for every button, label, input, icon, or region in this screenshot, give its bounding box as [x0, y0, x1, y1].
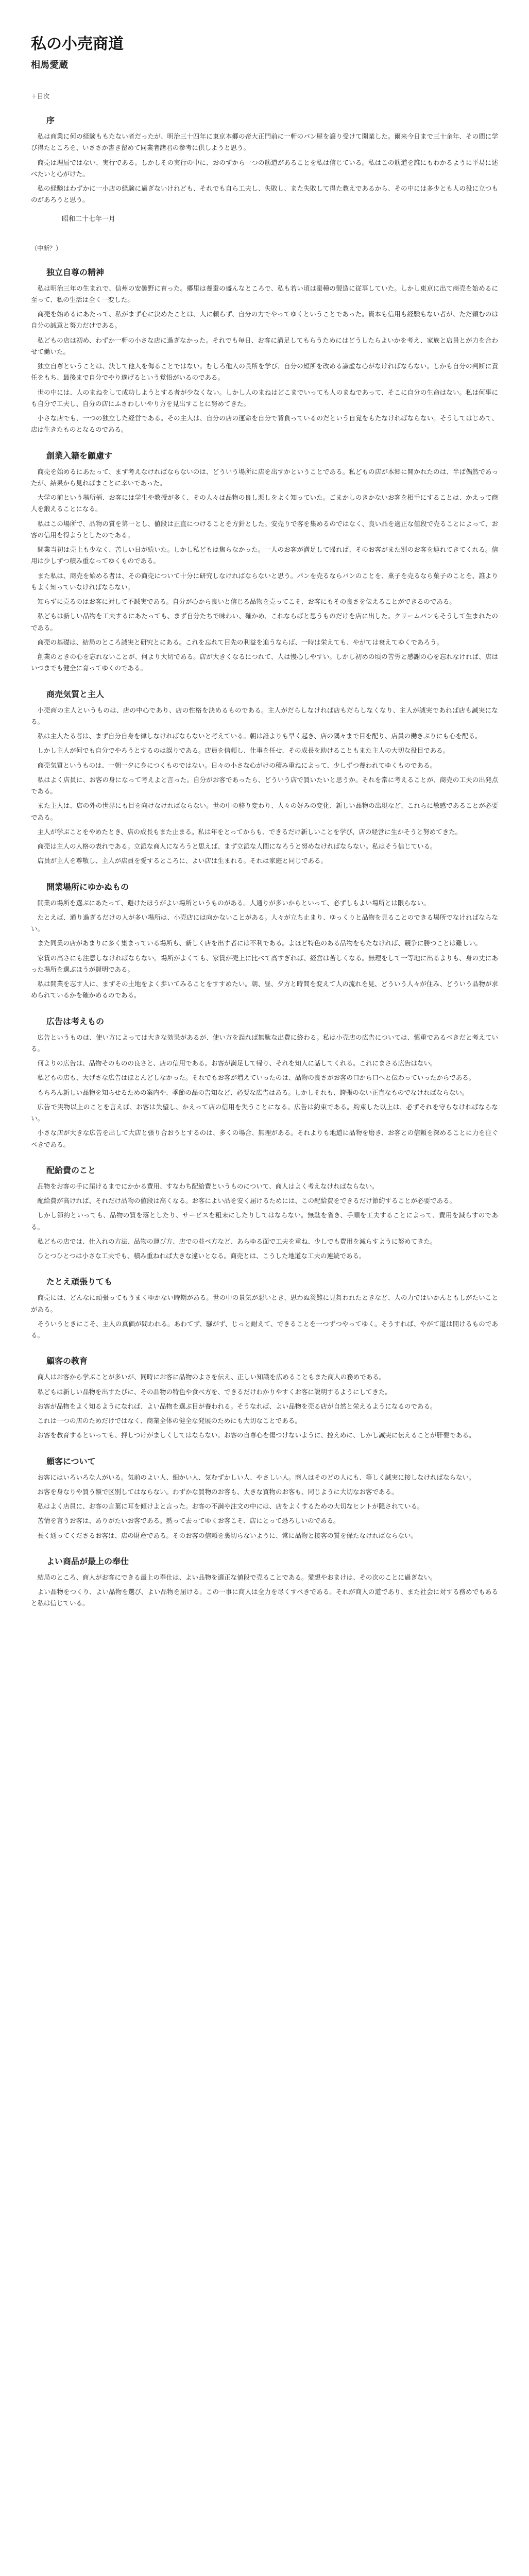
author-name: 相馬愛蔵 — [31, 60, 68, 71]
chapter-paragraph: お客を教育するといっても、押しつけがましくしてはならない。お客の自尊心を傷つけないように、控えめに、しかし誠実に伝えることが肝要である。 — [37, 1431, 475, 1439]
chapter-paragraph: 私は明治三年の生まれで、信州の安曇野に育った。郷里は養蚕の盛んなところで、私も若い頃は蚕種の製造に従事していた。しかし東京に出て商売を始めるに至って、私の生活は全く一変した。 — [31, 284, 498, 303]
chapter-paragraph: 私はこの場所で、品物の質を第一とし、値段は正直につけることを方針とした。安売りで客を集めるのではなく、良い品を適正な値段で売ることによって、お客の信用を得ようとしたのである。 — [31, 519, 498, 539]
preface-date: 昭和二十七年一月 — [62, 215, 116, 223]
chapter-paragraph: 私はよく店員に、お客の言葉に耳を傾けよと言った。お客の不満や注文の中には、店をよくするための大切なヒントが隠されている。 — [37, 1502, 424, 1510]
chapter-paragraph: 配給費が高ければ、それだけ品物の値段は高くなる。お客によい品を安く届けるためには、この配給費をできるだけ節約することが必要である。 — [37, 1197, 456, 1205]
chapter-paragraph: 商売には、どんなに頑張ってもうまくゆかない時期がある。世の中の景気が悪いとき、思わぬ災難に見舞われたときなど、人の力ではいかんともしがたいことがある。 — [31, 1294, 498, 1313]
chapter-heading: 配給費のこと — [46, 1165, 96, 1175]
chapter-heading: 創業入籍を顧慮す — [46, 450, 113, 461]
chapter-paragraph: しかし節約といっても、品物の質を落としたり、サービスを粗末にしたりしてはならない。無駄を省き、手順を工夫することによって、費用を減らすのである。 — [31, 1211, 498, 1231]
chapter-paragraph: これは一つの店のためだけではなく、商業全体の健全な発展のためにも大切なことである。 — [37, 1417, 301, 1425]
chapter-heading: よい商品が最上の奉仕 — [46, 1556, 129, 1566]
chapter-paragraph: ひとつひとつは小さな工夫でも、積み重ねれば大きな違いとなる。商売とは、こうした地道な工夫の連続である。 — [37, 1252, 366, 1260]
chapter-paragraph: また私は、商売を始める者は、その商売について十分に研究しなければならないと思う。パンを売るならパンのことを、菓子を売るなら菓子のことを、誰よりもよく知っていなければならない。 — [31, 571, 498, 591]
chapter-paragraph: 独立自尊ということは、決して他人を侮ることではない。むしろ他人の長所を学び、自分の短所を改める謙虚な心がなければならない。しかも自分の判断に責任をもち、最後まで自分でやり遂げるという覚悟がいるのである。 — [31, 362, 498, 382]
chapter-paragraph: お客にはいろいろな人がいる。気前のよい人、細かい人、気むずかしい人、やさしい人。商人はそのどの人にも、等しく誠実に接しなければならない。 — [37, 1473, 475, 1481]
chapter-paragraph: 商売を始めるにあたって、私がまず心に決めたことは、人に頼らず、自分の力でやってゆくということであった。資本も信用も経験もない者が、ただ頼むのは自分の誠意と努力だけである。 — [31, 310, 498, 330]
chapter-heading: 広告は考えもの — [46, 1016, 105, 1026]
editor-note: （中断？） — [31, 244, 62, 252]
chapter-heading: 顧客の教育 — [46, 1356, 88, 1366]
chapter-paragraph: たとえば、通り過ぎるだけの人が多い場所は、小売店には向かないことがある。人々が立ち止まり、ゆっくりと品物を見ることのできる場所でなければならない。 — [31, 913, 498, 933]
chapter-paragraph: 大学の前という場所柄、お客には学生や教授が多く、その人々は品物の良し悪しをよく知っていた。ごまかしのきかないお客を相手にすることは、かえって商人を鍛えることになる。 — [31, 494, 498, 513]
chapter-paragraph: 商人はお客から学ぶことが多いが、同時にお客に品物のよさを伝え、正しい知識を広めることもまた商人の務めである。 — [37, 1373, 386, 1381]
chapter-paragraph: 私は主人たる者は、まず自分自身を律しなければならないと考えている。朝は誰よりも早く起き、店の隅々まで目を配り、店員の働きぶりにも心を配る。 — [37, 732, 482, 740]
chapter-paragraph: 私はよく店員に、お客の身になって考えよと言った。自分がお客であったら、どういう店で買いたいと思うか。それを常に考えることが、商売の工夫の出発点である。 — [31, 775, 498, 795]
chapter-paragraph: 小さな店でも、一つの独立した経営である。その主人は、自分の店の運命を自分で背負っているのだという自覚をもたなければならない。そうしてはじめて、店は生きたものとなるのである。 — [31, 414, 498, 434]
chapter-paragraph: お客が品物をよく知るようになれば、よい品物を選ぶ目が養われる。そうなれば、よい品物を売る店が自然と栄えるようになるのである。 — [37, 1402, 437, 1410]
chapter-paragraph: 世の中には、人のまねをして成功しようとする者が少なくない。しかし人のまねはどこまでいっても人のまねであって、そこに自分の生命はない。私は何事にも自分で工夫し、自分の店にふさわしいやり方を見出すことに努めてきた。 — [31, 388, 498, 408]
chapter-paragraph: 知らずに売るのはお客に対して不誠実である。自分が心から良いと信じる品物を売ってこそ、お客にもその良さを伝えることができるのである。 — [37, 598, 456, 605]
chapter-paragraph: 商売は主人の人格の表れである。立派な商人になろうと思えば、まず立派な人間になろうと努めなければならない。私はそう信じている。 — [37, 842, 437, 850]
chapter-paragraph: そういうときにこそ、主人の真価が問われる。あわてず、騒がず、じっと耐えて、できることを一つずつやってゆく。そうすれば、やがて道は開けるものである。 — [31, 1319, 498, 1339]
chapter-paragraph: また主人は、店の外の世界にも目を向けなければならない。世の中の移り変わり、人々の好みの変化、新しい品物の出現など、これらに敏感であることが必要である。 — [31, 802, 498, 821]
chapter-paragraph: 結局のところ、商人がお客にできる最上の奉仕は、よい品物を適正な値段で売ることである。愛想やおまけは、その次のことに過ぎない。 — [37, 1573, 437, 1581]
chapter-paragraph: 店員が主人を尊敬し、主人が店員を愛するところに、よい店は生まれる。それは家庭と同じである。 — [37, 857, 328, 865]
chapter-paragraph: 小さな店が大きな広告を出して大店と張り合おうとするのは、多くの場合、無理がある。それよりも地道に品物を磨き、お客との信頼を深めることに力を注ぐべきである。 — [31, 1129, 498, 1148]
chapter-paragraph: 私どもの店は初め、わずか一軒の小さな店に過ぎなかった。それでも毎日、お客に満足してもらうためにはどうしたらよいかを考え、家族と店員とが力を合わせて働いた。 — [31, 336, 498, 355]
book-title: 私の小売商道 — [31, 35, 124, 53]
chapter-paragraph: よい品物をつくり、よい品物を選び、よい品物を届ける。この一事に商人は全力を尽くすべきである。それが商人の道であり、また社会に対する務めでもあると私は信じている。 — [31, 1588, 498, 1607]
chapter-heading: 顧客について — [46, 1456, 96, 1466]
chapter-paragraph: 私どもは新しい品物を工夫するにあたっても、まず自分たちで味わい、確かめ、これならばと思うものだけを店に出した。クリームパンもそうして生まれたのである。 — [31, 612, 498, 632]
preface-heading: 序 — [46, 115, 55, 125]
chapter-paragraph: 品物をお客の手に届けるまでにかかる費用、すなわち配給費というものについて、商人はよく考えなければならない。 — [37, 1182, 379, 1190]
chapter-heading: たとえ頑張りても — [46, 1277, 113, 1287]
chapter-paragraph: 広告というものは、使い方によっては大きな効果があるが、使い方を誤れば無駄な出費に終わる。私は小売店の広告については、慎重であるべきだと考えている。 — [31, 1033, 498, 1053]
chapter-paragraph: 長く通ってくださるお客は、店の財産である。そのお客の信頼を裏切らないように、常に品物と接客の質を保たなければならない。 — [37, 1531, 418, 1539]
chapter-paragraph: 商売の基礎は、結局のところ誠実と研究とにある。これを忘れて目先の利益を追うならば、一時は栄えても、やがては衰えてゆくであろう。 — [37, 638, 443, 646]
preface-paragraph: 商売は理屈ではない、実行である。しかしその実行の中に、おのずから一つの筋道があることを私は信じている。私はこの筋道を誰にもわかるように平易に述べたいと心がけた。 — [31, 158, 498, 178]
chapter-paragraph: 何よりの広告は、品物そのものの良さと、店の信用である。お客が満足して帰り、それを知人に話してくれる。これにまさる広告はない。 — [37, 1059, 437, 1067]
chapter-paragraph: また同業の店があまりに多く集まっている場所も、新しく店を出す者には不利である。よほど特色のある品物をもたなければ、競争に勝つことは難しい。 — [37, 939, 482, 947]
chapter-heading: 独立自尊の精神 — [46, 267, 105, 277]
chapter-paragraph: 私どもの店も、大げさな広告はほとんどしなかった。それでもお客が増えていったのは、品物の良さがお客の口から口へと伝わっていったからである。 — [37, 1074, 475, 1082]
preface-paragraph: 私の経験はわずかに一小店の経験に過ぎないけれども、それでも自ら工夫し、失敗し、また失敗して得た教えであるから、その中には多少とも人の役に立つものがあろうと思う。 — [31, 184, 498, 204]
chapter-paragraph: 商売気質というものは、一朝一夕に身につくものではない。日々の小さな心がけの積み重ねによって、少しずつ養われてゆくものである。 — [37, 761, 437, 769]
chapter-paragraph: 私は開業を志す人に、まずその土地をよく歩いてみることをすすめたい。朝、昼、夕方と時間を変えて人の流れを見、どういう人々が住み、どういう品物が求められているかを確かめるのである。 — [31, 980, 498, 999]
chapter-paragraph: 主人が学ぶことをやめたとき、店の成長もまた止まる。私は年をとってからも、できるだけ新しいことを学び、店の経営に生かそうと努めてきた。 — [37, 827, 462, 836]
chapter-paragraph: 広告で実物以上のことを言えば、お客は失望し、かえって店の信用を失うことになる。広告は約束である。約束した以上は、必ずそれを守らなければならない。 — [31, 1103, 498, 1122]
chapter-heading: 商売気質と主人 — [46, 689, 105, 699]
chapter-paragraph: 商売を始めるにあたって、まず考えなければならないのは、どういう場所に店を出すかということである。私どもの店が本郷に開かれたのは、半ば偶然であったが、結果から見ればまことに幸いであった。 — [31, 467, 498, 487]
chapter-list — [31, 266, 498, 1609]
chapter-paragraph: 創業のときの心を忘れないことが、何より大切である。店が大きくなるにつれて、人は慢心しやすい。しかし初めの頃の苦労と感謝の心を忘れなければ、店はいつまでも健全に育ってゆくのである。 — [31, 653, 498, 672]
chapter-paragraph: しかし主人が何でも自分でやろうとするのは誤りである。店員を信頼し、仕事を任せ、その成長を助けることもまた主人の大切な役目である。 — [37, 747, 450, 755]
chapter-paragraph: 開業の場所を選ぶにあたって、避けたほうがよい場所というものがある。人通りが多いからといって、必ずしもよい場所とは限らない。 — [37, 899, 430, 907]
chapter-paragraph: 開業当初は売上も少なく、苦しい日が続いた。しかし私どもは焦らなかった。一人のお客が満足して帰れば、そのお客がまた別のお客を連れてきてくれる。信用は少しずつ積み重なってゆくものである。 — [31, 546, 498, 565]
preface-paragraph: 私は商業に何の経験ももたない者だったが、明治三十四年に東京本郷の帝大正門前に一軒のパン屋を譲り受けて開業した。爾来今日まで三十余年、その間に学び得たところを、いささか書き留めて同業者諸君の参考に供しようと思う。 — [31, 132, 498, 152]
table-of-contents-link[interactable]: ＋目次 — [31, 93, 50, 100]
chapter-paragraph: お客を身なりや買う額で区別してはならない。わずかな買物のお客も、大きな買物のお客も、同じように大切なお客である。 — [37, 1487, 398, 1496]
chapter-heading: 開業場所にゆかぬもの — [46, 882, 129, 892]
chapter-paragraph: 私どもの店では、仕入れの方法、品物の運び方、店での並べ方など、あらゆる面で工夫を重ね、少しでも費用を減らすように努めてきた。 — [37, 1237, 437, 1245]
chapter-paragraph: 家賃の高さにも注意しなければならない。場所がよくても、家賃が売上に比べて高すぎれば、経営は苦しくなる。無理をして一等地に出るよりも、身の丈にあった場所を選ぶほうが賢明である。 — [31, 954, 498, 973]
chapter-paragraph: 小売商の主人というものは、店の中心であり、店の性格を決めるものである。主人がだらしなければ店もだらしなくなり、主人が誠実であれば店も誠実になる。 — [31, 706, 498, 725]
chapter-paragraph: 苦情を言うお客は、ありがたいお客である。黙って去ってゆくお客こそ、店にとって恐ろしいのである。 — [37, 1517, 340, 1525]
chapter-paragraph: もちろん新しい品物を知らせるための案内や、季節の品の告知など、必要な広告はある。しかしそれも、誇張のない正直なものでなければならない。 — [37, 1088, 469, 1096]
chapter-paragraph: 私どもは新しい品物を出すたびに、その品物の特色や食べ方を、できるだけわかりやすくお客に説明するようにしてきた。 — [37, 1387, 392, 1396]
